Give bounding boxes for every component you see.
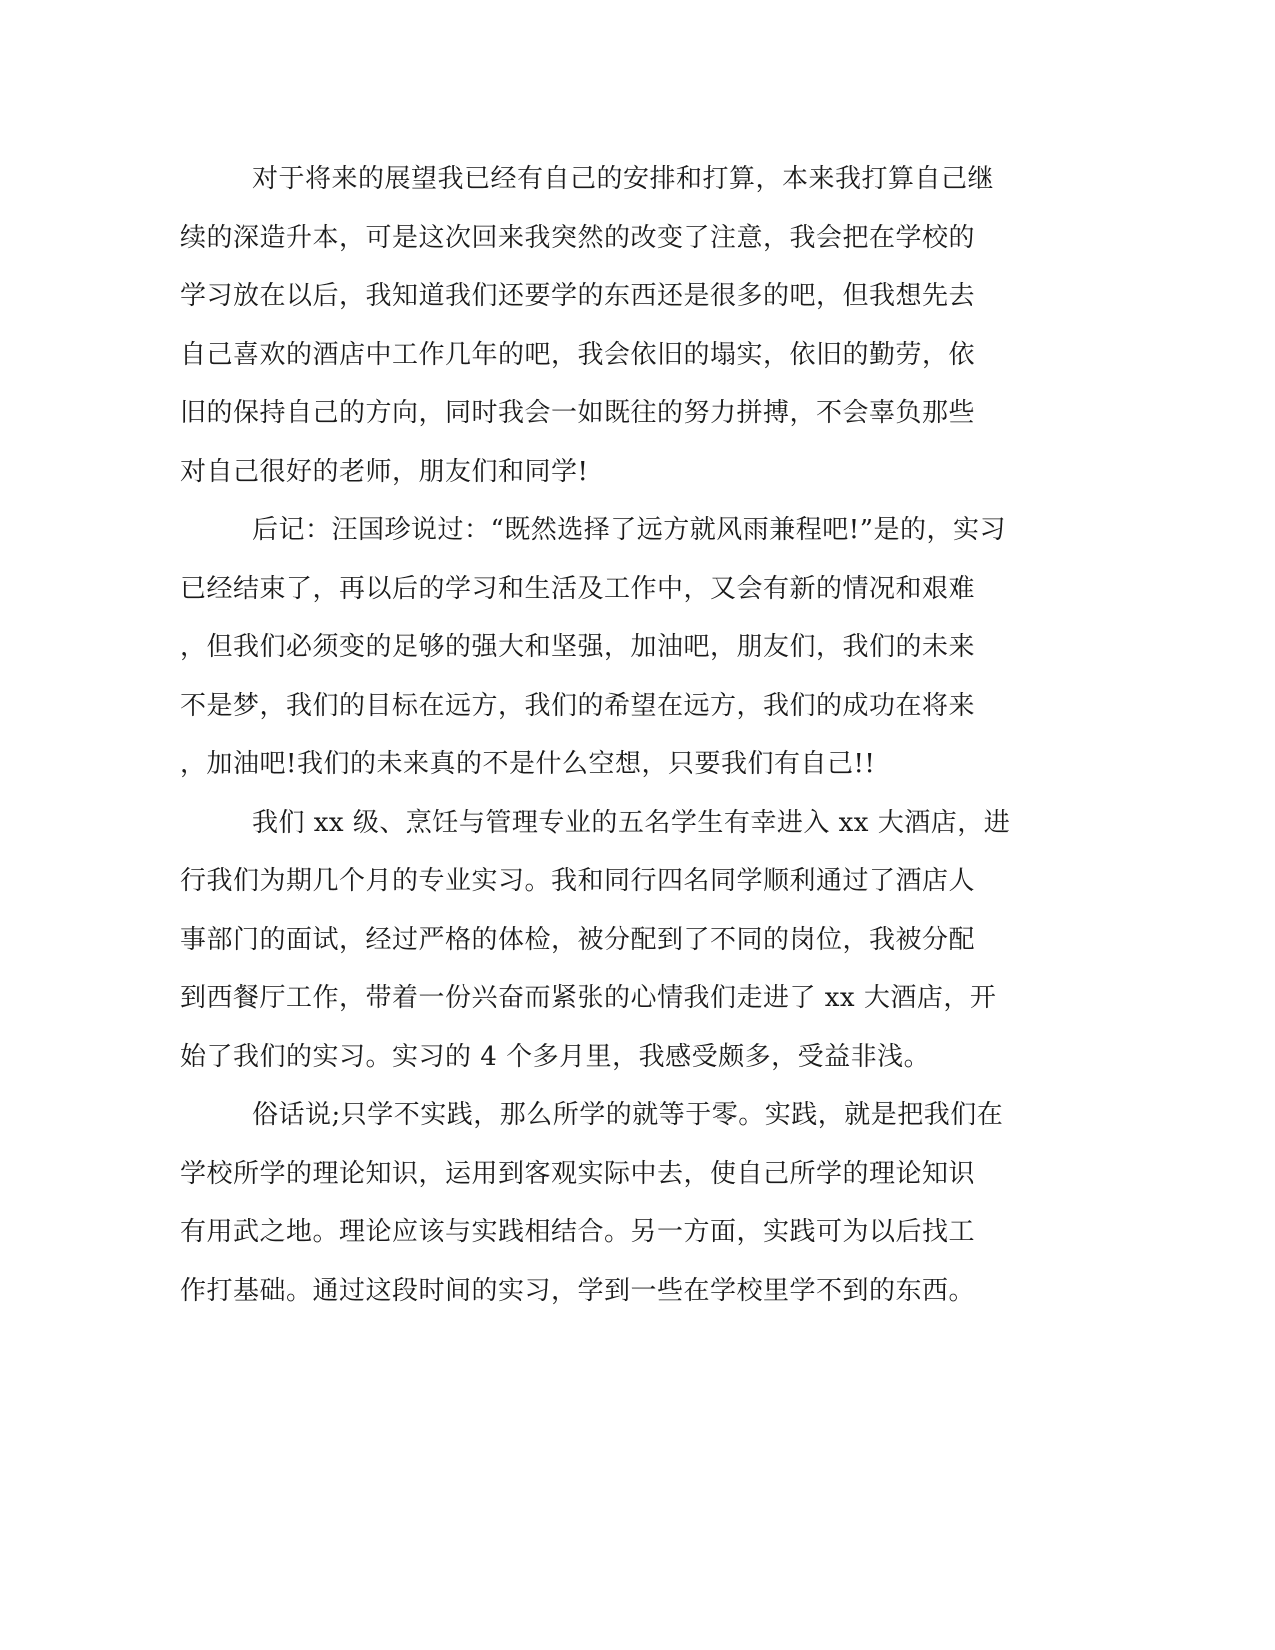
text-line: 行我们为期几个月的专业实习。我和同行四名同学顺利通过了酒店人 — [180, 866, 976, 896]
text-line: 学习放在以后，我知道我们还要学的东西还是很多的吧，但我想先去 — [180, 281, 976, 311]
paragraph-internship-intro — [180, 794, 1220, 1087]
text-line: ，但我们必须变的足够的强大和坚强，加油吧，朋友们，我们的未来 — [180, 632, 976, 662]
paragraph-outlook — [180, 150, 1220, 501]
text-line: 作打基础。通过这段时间的实习，学到一些在学校里学不到的东西。 — [180, 1275, 976, 1306]
text-line: 续的深造升本，可是这次回来我突然的改变了注意，我会把在学校的 — [180, 222, 976, 253]
text-line: 俗话说;只学不实践，那么所学的就等于零。实践，就是把我们在 — [252, 1100, 1004, 1130]
text-line: 有用武之地。理论应该与实践相结合。另一方面，实践可为以后找工 — [180, 1217, 976, 1247]
text-line: 我们 xx 级、烹饪与管理专业的五名学生有幸进入 xx 大酒店，进 — [252, 807, 1011, 838]
text-line: 对自己很好的老师，朋友们和同学! — [180, 456, 589, 487]
text-line: ，加油吧!我们的未来真的不是什么空想，只要我们有自己!! — [180, 749, 876, 779]
text-line: 到西餐厅工作，带着一份兴奋而紧张的心情我们走进了 xx 大酒店，开 — [180, 983, 997, 1013]
document-body — [180, 150, 1220, 1320]
text-line: 始了我们的实习。实习的 4 个多月里，我感受颇多，受益非浅。 — [180, 1041, 931, 1072]
text-line: 不是梦，我们的目标在远方，我们的希望在远方，我们的成功在将来 — [180, 690, 976, 721]
text-line: 已经结束了，再以后的学习和生活及工作中，又会有新的情况和艰难 — [180, 573, 976, 604]
text-line: 旧的保持自己的方向，同时我会一如既往的努力拼搏，不会辜负那些 — [180, 398, 976, 428]
text-line: 事部门的面试，经过严格的体检，被分配到了不同的岗位，我被分配 — [180, 924, 976, 955]
text-line: 自己喜欢的酒店中工作几年的吧，我会依旧的塌实，依旧的勤劳，依 — [180, 339, 976, 370]
text-line: 学校所学的理论知识，运用到客观实际中去，使自己所学的理论知识 — [180, 1158, 976, 1189]
text-line: 对于将来的展望我已经有自己的安排和打算，本来我打算自己继 — [252, 164, 995, 194]
text-line: 后记：汪国珍说过：“既然选择了远方就风雨兼程吧!”是的，实习 — [252, 515, 1007, 545]
paragraph-postscript — [180, 501, 1220, 794]
paragraph-practice — [180, 1086, 1220, 1320]
